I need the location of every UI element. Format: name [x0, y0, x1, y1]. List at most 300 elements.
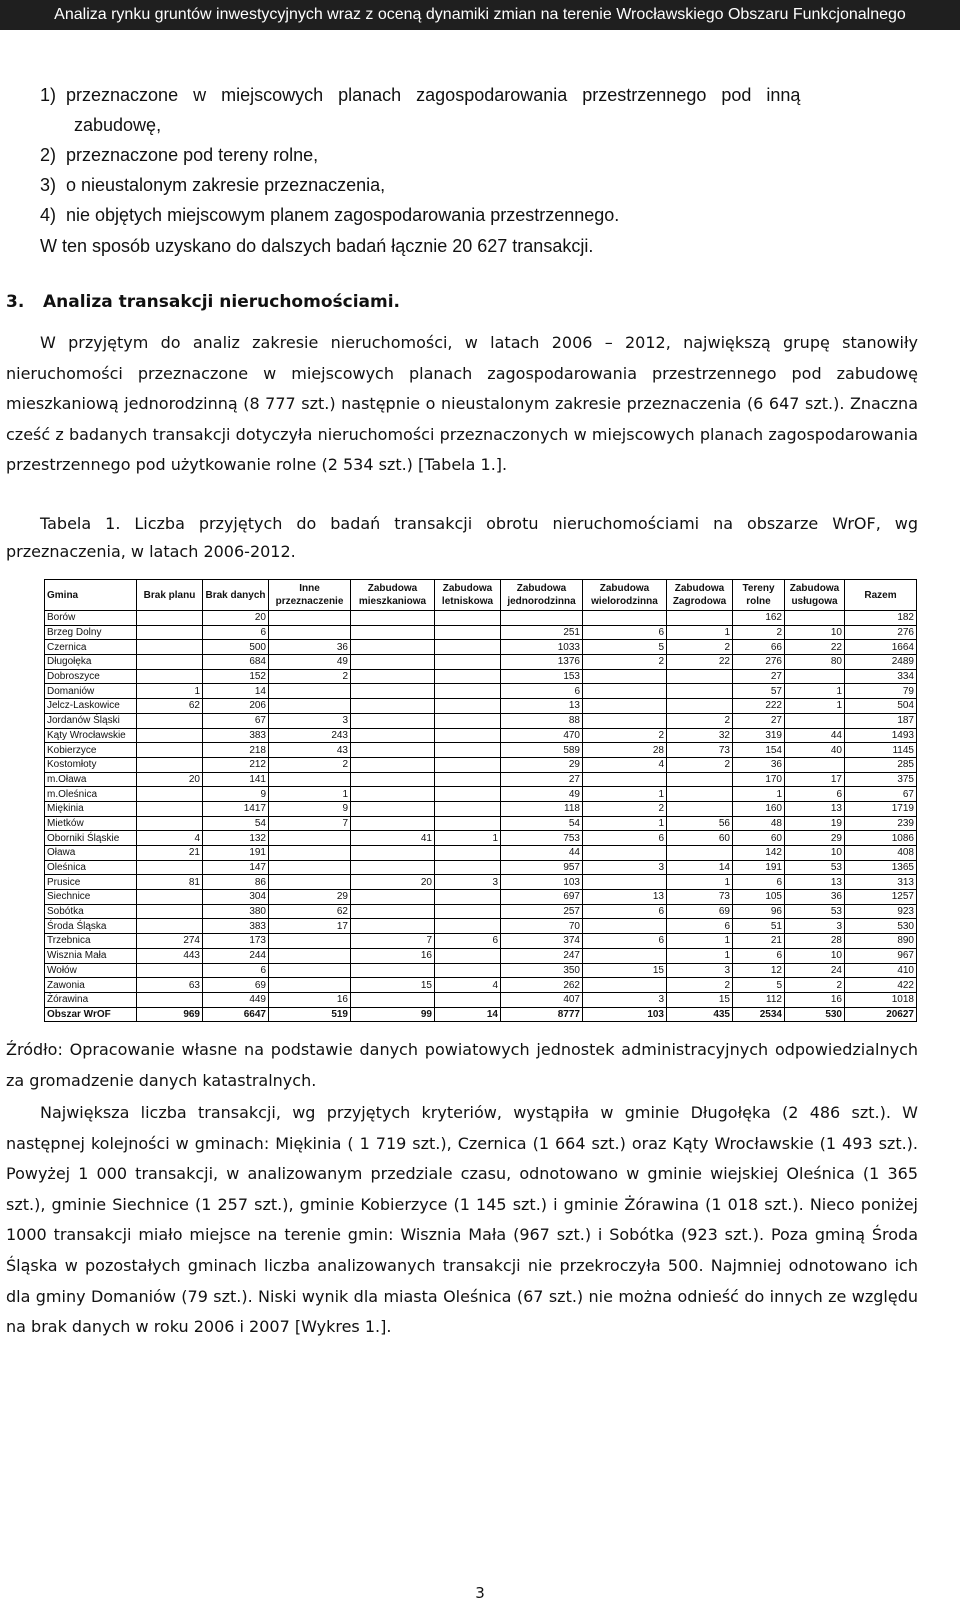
table-cell: 60 [667, 831, 733, 846]
table-cell [137, 816, 203, 831]
table-cell: 27 [733, 713, 785, 728]
table-cell: 1 [667, 948, 733, 963]
table-cell: 182 [845, 611, 917, 626]
table-cell: 16 [785, 992, 845, 1007]
table-cell [351, 611, 435, 626]
table-cell: 29 [785, 831, 845, 846]
table-cell: 142 [733, 846, 785, 861]
gmina-name-cell: Miękinia [45, 801, 137, 816]
table-cell: 6 [583, 934, 667, 949]
table-cell: 73 [667, 743, 733, 758]
table-cell [351, 787, 435, 802]
gmina-name-cell: Wisznia Mała [45, 948, 137, 963]
table-cell: 380 [203, 904, 269, 919]
table-cell: 36 [785, 890, 845, 905]
table-cell: 6 [583, 831, 667, 846]
table-cell: 5 [733, 978, 785, 993]
gmina-name-cell: Zawonia [45, 978, 137, 993]
table-row [45, 890, 917, 905]
gmina-name-cell: Domaniów [45, 684, 137, 699]
total-cell: 6647 [203, 1007, 269, 1022]
table-cell: 375 [845, 772, 917, 787]
total-cell: 530 [785, 1007, 845, 1022]
table-row [45, 875, 917, 890]
table-cell [137, 713, 203, 728]
table-cell: 7 [351, 934, 435, 949]
table-cell [351, 801, 435, 816]
table-cell: 88 [501, 713, 583, 728]
col-header: Tereny rolne [733, 580, 785, 611]
gmina-name-cell: Wołów [45, 963, 137, 978]
table-cell [351, 890, 435, 905]
table-cell [501, 611, 583, 626]
table-cell: 1376 [501, 655, 583, 670]
table-cell: 13 [501, 699, 583, 714]
table-cell: 239 [845, 816, 917, 831]
table-cell [667, 801, 733, 816]
total-cell: 2534 [733, 1007, 785, 1022]
table-cell [137, 611, 203, 626]
table-row [45, 728, 917, 743]
table-cell: 15 [351, 978, 435, 993]
table-cell: 191 [733, 860, 785, 875]
table-cell [269, 963, 351, 978]
gmina-name-cell: Kobierzyce [45, 743, 137, 758]
table-row [45, 816, 917, 831]
table-cell: 43 [269, 743, 351, 758]
table-row [45, 846, 917, 861]
gmina-name-cell: Siechnice [45, 890, 137, 905]
gmina-name-cell: Środa Śląska [45, 919, 137, 934]
table-cell: 2 [667, 757, 733, 772]
table-cell [435, 625, 501, 640]
table-row [45, 978, 917, 993]
table-cell: 4 [583, 757, 667, 772]
transactions-table [44, 579, 917, 1022]
table-cell: 22 [667, 655, 733, 670]
table-cell [583, 684, 667, 699]
col-header: Gmina [45, 580, 137, 611]
table-cell [785, 611, 845, 626]
total-label-cell: Obszar WrOF [45, 1007, 137, 1022]
table-cell: 276 [733, 655, 785, 670]
table-cell [785, 713, 845, 728]
table-cell [351, 728, 435, 743]
table-cell: 222 [733, 699, 785, 714]
table-cell: 6 [203, 625, 269, 640]
table-row [45, 625, 917, 640]
table-cell: 49 [501, 787, 583, 802]
table-cell: 6 [785, 787, 845, 802]
table-cell: 62 [269, 904, 351, 919]
table-cell: 1145 [845, 743, 917, 758]
table-cell: 40 [785, 743, 845, 758]
table-cell: 285 [845, 757, 917, 772]
table-cell [269, 978, 351, 993]
table-cell: 191 [203, 846, 269, 861]
table-cell: 2 [583, 655, 667, 670]
table-cell: 1664 [845, 640, 917, 655]
col-header: Zabudowa letniskowa [435, 580, 501, 611]
table-cell: 923 [845, 904, 917, 919]
table-cell: 63 [137, 978, 203, 993]
table-cell: 276 [845, 625, 917, 640]
table-cell: 2 [583, 801, 667, 816]
table-cell: 69 [203, 978, 269, 993]
table-cell [667, 611, 733, 626]
total-cell: 103 [583, 1007, 667, 1022]
table-cell: 2489 [845, 655, 917, 670]
table-cell: 6 [501, 684, 583, 699]
table-cell [583, 978, 667, 993]
gmina-name-cell: Jelcz-Laskowice [45, 699, 137, 714]
table-cell [435, 757, 501, 772]
table-cell: 2 [785, 978, 845, 993]
table-row [45, 831, 917, 846]
table-cell [435, 816, 501, 831]
table-cell: 2 [667, 978, 733, 993]
gmina-name-cell: Oleśnica [45, 860, 137, 875]
table-cell: 422 [845, 978, 917, 993]
table-row [45, 772, 917, 787]
table-cell: 1 [667, 934, 733, 949]
table-row [45, 860, 917, 875]
gmina-name-cell: Żórawina [45, 992, 137, 1007]
table-cell: 1257 [845, 890, 917, 905]
table-row [45, 934, 917, 949]
table-cell: 6 [583, 904, 667, 919]
table-cell: 2 [269, 757, 351, 772]
table-source: Źródło: Opracowanie własne na podstawie danych powiatowych jednostek administracyjnych odpowiedzialnych za gromadzenie danych katastralnych. [6, 1040, 918, 1090]
table-cell [137, 669, 203, 684]
gmina-name-cell: m.Oława [45, 772, 137, 787]
table-cell: 684 [203, 655, 269, 670]
gmina-name-cell: Oborniki Śląskie [45, 831, 137, 846]
table-cell: 152 [203, 669, 269, 684]
table-cell: 10 [785, 948, 845, 963]
table-cell: 1 [667, 875, 733, 890]
table-cell: 20 [203, 611, 269, 626]
table-cell: 5 [583, 640, 667, 655]
table-cell: 67 [203, 713, 269, 728]
table-cell [269, 772, 351, 787]
table-cell [269, 625, 351, 640]
table-cell: 17 [785, 772, 845, 787]
table-cell: 4 [435, 978, 501, 993]
table-cell [583, 948, 667, 963]
table-cell: 187 [845, 713, 917, 728]
table-cell: 3 [785, 919, 845, 934]
gmina-name-cell: Kąty Wrocławskie [45, 728, 137, 743]
table-cell: 206 [203, 699, 269, 714]
table-cell: 36 [733, 757, 785, 772]
col-header: Zabudowa Zagrodowa [667, 580, 733, 611]
table-cell [435, 699, 501, 714]
table-cell: 1 [137, 684, 203, 699]
table-cell [435, 890, 501, 905]
table-cell: 3 [269, 713, 351, 728]
document-header: Analiza rynku gruntów inwestycyjnych wraz z oceną dynamiki zmian na terenie Wrocławskiego Obszaru Funkcjonalnego [0, 0, 960, 30]
table-cell: 41 [351, 831, 435, 846]
table-cell: 28 [583, 743, 667, 758]
table-row [45, 787, 917, 802]
table-cell: 1 [435, 831, 501, 846]
table-cell [137, 801, 203, 816]
table-cell: 160 [733, 801, 785, 816]
table-caption: Tabela 1. Liczba przyjętych do badań transakcji obrotu nieruchomościami na obszarze WrOF, wg przeznaczenia, w latach 2006-2012. [6, 514, 918, 561]
table-cell: 244 [203, 948, 269, 963]
table-cell: 7 [269, 816, 351, 831]
table-cell: 3 [667, 963, 733, 978]
table-cell: 132 [203, 831, 269, 846]
table-row [45, 640, 917, 655]
table-cell [435, 713, 501, 728]
table-cell [137, 655, 203, 670]
table-cell: 6 [667, 919, 733, 934]
table-cell: 2 [667, 640, 733, 655]
table-cell: 48 [733, 816, 785, 831]
table-cell [435, 684, 501, 699]
table-cell [137, 890, 203, 905]
table-cell: 2 [733, 625, 785, 640]
table-cell [137, 757, 203, 772]
table-cell: 73 [667, 890, 733, 905]
table-cell [137, 963, 203, 978]
total-cell: 8777 [501, 1007, 583, 1022]
table-cell [435, 669, 501, 684]
table-cell: 21 [137, 846, 203, 861]
table-cell [435, 860, 501, 875]
table-cell [583, 772, 667, 787]
table-cell: 56 [667, 816, 733, 831]
table-cell: 12 [733, 963, 785, 978]
table-cell: 3 [583, 860, 667, 875]
table-cell [137, 860, 203, 875]
table-cell: 504 [845, 699, 917, 714]
table-cell [667, 846, 733, 861]
table-cell: 49 [269, 655, 351, 670]
table-row [45, 757, 917, 772]
table-row [45, 713, 917, 728]
table-cell: 470 [501, 728, 583, 743]
gmina-name-cell: Długołęka [45, 655, 137, 670]
gmina-name-cell: Trzebnica [45, 934, 137, 949]
table-cell: 1719 [845, 801, 917, 816]
table-cell: 1 [667, 625, 733, 640]
table-cell [435, 640, 501, 655]
section-heading [6, 292, 400, 312]
gmina-name-cell: Oława [45, 846, 137, 861]
table-cell [351, 860, 435, 875]
table-cell: 17 [269, 919, 351, 934]
table-cell: 500 [203, 640, 269, 655]
table-cell: 1 [583, 787, 667, 802]
table-cell: 22 [785, 640, 845, 655]
table-cell: 407 [501, 992, 583, 1007]
total-cell: 14 [435, 1007, 501, 1022]
table-cell: 1493 [845, 728, 917, 743]
table-cell [351, 713, 435, 728]
table-cell: 1033 [501, 640, 583, 655]
table-row [45, 919, 917, 934]
table-cell [785, 757, 845, 772]
table-header-row [45, 580, 917, 611]
table-cell [269, 934, 351, 949]
table-cell [269, 875, 351, 890]
table-cell: 24 [785, 963, 845, 978]
table-cell [435, 919, 501, 934]
gmina-name-cell: Prusice [45, 875, 137, 890]
table-row [45, 684, 917, 699]
table-row [45, 655, 917, 670]
table-cell: 410 [845, 963, 917, 978]
table-cell: 1018 [845, 992, 917, 1007]
table-cell [351, 669, 435, 684]
table-cell: 27 [501, 772, 583, 787]
table-cell [269, 699, 351, 714]
col-header: Razem [845, 580, 917, 611]
table-cell: 44 [501, 846, 583, 861]
table-cell [351, 655, 435, 670]
gmina-name-cell: m.Oleśnica [45, 787, 137, 802]
table-cell: 170 [733, 772, 785, 787]
total-cell: 435 [667, 1007, 733, 1022]
list-item-2: 2) przeznaczone pod tereny rolne, [40, 145, 319, 165]
col-header: Brak danych [203, 580, 269, 611]
table-cell: 3 [583, 992, 667, 1007]
table-cell: 32 [667, 728, 733, 743]
table-cell: 69 [667, 904, 733, 919]
table-cell: 9 [203, 787, 269, 802]
table-cell: 173 [203, 934, 269, 949]
table-cell [351, 919, 435, 934]
table-cell [667, 669, 733, 684]
table-cell: 6 [583, 625, 667, 640]
table-cell: 4 [137, 831, 203, 846]
table-cell: 374 [501, 934, 583, 949]
table-cell [435, 772, 501, 787]
table-row [45, 743, 917, 758]
table-cell: 20 [137, 772, 203, 787]
table-cell: 334 [845, 669, 917, 684]
table-cell: 408 [845, 846, 917, 861]
table-cell: 153 [501, 669, 583, 684]
col-header: Zabudowa jednorodzinna [501, 580, 583, 611]
list-item-1-continuation: zabudowę, [74, 115, 162, 135]
gmina-name-cell: Kostomłoty [45, 757, 137, 772]
table-cell: 27 [733, 669, 785, 684]
table-cell: 29 [501, 757, 583, 772]
table-cell: 890 [845, 934, 917, 949]
table-cell: 262 [501, 978, 583, 993]
table-cell [137, 728, 203, 743]
table-cell: 54 [501, 816, 583, 831]
table-cell: 67 [845, 787, 917, 802]
table-cell: 957 [501, 860, 583, 875]
table-cell [137, 904, 203, 919]
table-cell: 247 [501, 948, 583, 963]
gmina-name-cell: Sobótka [45, 904, 137, 919]
table-cell: 86 [203, 875, 269, 890]
table-cell: 80 [785, 655, 845, 670]
table-cell: 589 [501, 743, 583, 758]
table-cell: 147 [203, 860, 269, 875]
gmina-name-cell: Mietków [45, 816, 137, 831]
table-cell: 53 [785, 904, 845, 919]
table-cell [351, 816, 435, 831]
table-row [45, 904, 917, 919]
table-cell [435, 904, 501, 919]
table-cell: 10 [785, 846, 845, 861]
table-cell: 13 [583, 890, 667, 905]
table-cell: 54 [203, 816, 269, 831]
table-cell [351, 684, 435, 699]
table-cell [583, 875, 667, 890]
gmina-name-cell: Borów [45, 611, 137, 626]
list-item-3: 3) o nieustalonym zakresie przeznaczenia, [40, 175, 386, 195]
table-cell: 20 [351, 875, 435, 890]
table-cell: 304 [203, 890, 269, 905]
table-cell [583, 919, 667, 934]
table-cell: 1 [785, 699, 845, 714]
table-cell: 9 [269, 801, 351, 816]
section-number: 3. [6, 292, 25, 312]
table-cell [583, 713, 667, 728]
table-cell: 1 [785, 684, 845, 699]
table-cell: 36 [269, 640, 351, 655]
col-header: Zabudowa usługowa [785, 580, 845, 611]
table-cell [351, 992, 435, 1007]
table-cell: 154 [733, 743, 785, 758]
table-cell: 350 [501, 963, 583, 978]
table-cell [351, 772, 435, 787]
table-cell [667, 787, 733, 802]
table-cell [137, 743, 203, 758]
table-cell: 16 [351, 948, 435, 963]
table-cell: 19 [785, 816, 845, 831]
page-number: 3 [475, 1584, 485, 1602]
total-cell: 969 [137, 1007, 203, 1022]
table-cell [269, 831, 351, 846]
table-cell: 141 [203, 772, 269, 787]
table-cell: 29 [269, 890, 351, 905]
table-cell [137, 640, 203, 655]
table-cell: 313 [845, 875, 917, 890]
table-cell: 697 [501, 890, 583, 905]
table-cell: 81 [137, 875, 203, 890]
table-cell: 44 [785, 728, 845, 743]
table-cell [583, 846, 667, 861]
total-cell: 20627 [845, 1007, 917, 1022]
gmina-name-cell: Czernica [45, 640, 137, 655]
table-cell: 28 [785, 934, 845, 949]
table-cell: 13 [785, 875, 845, 890]
table-cell [351, 743, 435, 758]
table-cell: 103 [501, 875, 583, 890]
table-cell: 51 [733, 919, 785, 934]
table-cell: 16 [269, 992, 351, 1007]
table-cell [435, 655, 501, 670]
table-cell [137, 787, 203, 802]
table-cell: 53 [785, 860, 845, 875]
table-cell [667, 772, 733, 787]
table-cell [351, 757, 435, 772]
table-cell [435, 611, 501, 626]
table-cell [435, 948, 501, 963]
table-cell [269, 948, 351, 963]
table-row [45, 669, 917, 684]
table-cell: 1 [733, 787, 785, 802]
